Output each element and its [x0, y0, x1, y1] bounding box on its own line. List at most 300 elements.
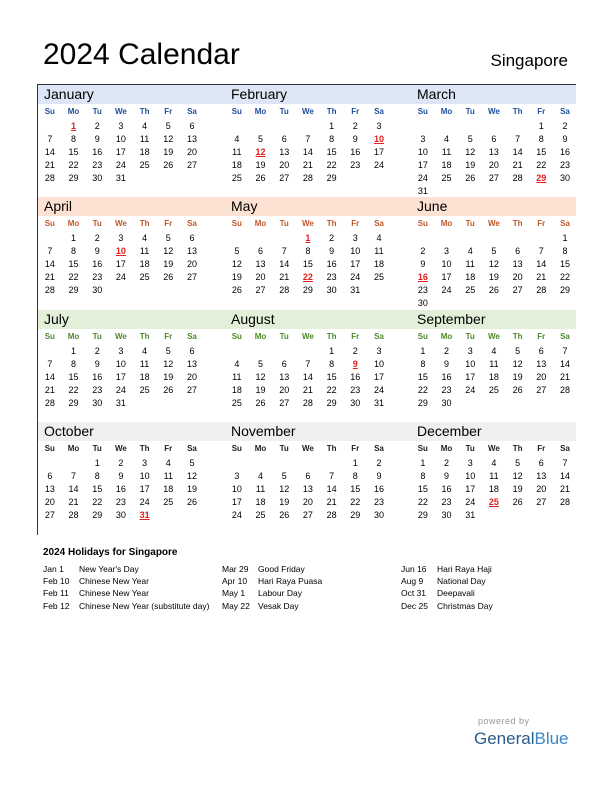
day-cell: 11 [139, 246, 150, 257]
day-cell: 17 [350, 259, 361, 270]
empty-cell [506, 232, 530, 245]
holiday-item [43, 575, 213, 587]
day-grid [38, 232, 217, 297]
day-cell: 15 [68, 372, 79, 383]
month-june [411, 197, 590, 309]
month-february [225, 85, 404, 197]
day-cell: 18 [488, 372, 499, 383]
day-cell: 6 [189, 346, 195, 356]
day-cell: 3 [142, 458, 148, 468]
holiday-day-cell: 1 [71, 121, 77, 131]
day-cell: 23 [92, 160, 103, 171]
day-cell: 14 [512, 147, 523, 158]
day-cell: 30 [373, 510, 384, 521]
holiday-name: Labour Day [258, 588, 302, 599]
day-cell: 9 [352, 134, 358, 145]
empty-cell [482, 232, 506, 245]
day-cell: 28 [326, 510, 337, 521]
day-cell: 26 [255, 173, 266, 184]
day-cell: 1 [94, 458, 100, 468]
month-name: May [231, 198, 258, 214]
day-cell: 4 [142, 346, 148, 356]
day-cell: 26 [488, 285, 499, 296]
day-cell: 11 [232, 147, 242, 158]
day-grid [38, 345, 217, 410]
day-cell: 24 [465, 497, 476, 508]
weekday-label: Mo [254, 444, 267, 453]
day-cell: 30 [350, 398, 361, 409]
empty-cell [296, 120, 320, 133]
day-cell: 4 [376, 233, 382, 243]
holiday-date: Jan 1 [43, 564, 64, 574]
holiday-name: Hari Raya Haji [437, 564, 492, 574]
day-cell: 18 [139, 259, 150, 270]
month-name: February [231, 86, 288, 102]
brand-text-general: General [474, 729, 535, 748]
holiday-column [401, 563, 571, 612]
day-cell: 16 [350, 147, 361, 158]
empty-cell [272, 120, 296, 133]
weekday-label: Mo [67, 332, 80, 341]
holiday-date: May 22 [222, 600, 250, 611]
day-cell: 25 [441, 173, 452, 184]
empty-cell [272, 232, 296, 245]
holiday-item [401, 587, 571, 599]
day-grid [38, 120, 217, 185]
holiday-name: Chinese New Year (substitute day) [79, 600, 210, 611]
day-cell: 25 [139, 272, 150, 283]
day-cell: 8 [94, 471, 100, 482]
day-cell: 21 [68, 497, 79, 508]
day-cell: 19 [488, 272, 499, 283]
day-cell: 14 [302, 372, 313, 383]
weekday-label: Su [44, 332, 55, 341]
day-cell: 8 [538, 134, 544, 145]
weekday-header [225, 217, 404, 231]
day-cell: 28 [559, 497, 570, 508]
weekday-label: Su [231, 107, 242, 116]
day-cell: 19 [255, 160, 266, 171]
weekday-header [38, 442, 217, 456]
day-cell: 19 [163, 259, 174, 270]
day-cell: 1 [329, 346, 335, 356]
day-cell: 27 [302, 510, 313, 521]
day-cell: 17 [417, 160, 428, 171]
day-cell: 30 [326, 285, 337, 296]
country-label: Singapore [490, 51, 568, 70]
month-november [225, 422, 404, 534]
day-grid [225, 345, 404, 410]
weekday-label: Sa [374, 444, 384, 453]
day-cell: 3 [376, 121, 382, 131]
weekday-label: Mo [440, 107, 453, 116]
day-cell: 5 [258, 359, 264, 370]
holiday-day-cell: 1 [305, 233, 311, 243]
day-cell: 23 [373, 497, 384, 508]
empty-cell [38, 232, 62, 245]
day-cell: 9 [376, 471, 382, 482]
day-cell: 28 [302, 173, 313, 184]
weekday-label: Sa [374, 107, 384, 116]
day-cell: 12 [231, 259, 242, 270]
weekday-label: Th [512, 332, 523, 341]
weekday-label: Tu [465, 332, 475, 341]
day-cell: 15 [68, 147, 79, 158]
holiday-item [43, 587, 213, 599]
month-name: October [44, 423, 94, 439]
day-cell: 6 [538, 346, 544, 356]
day-cell: 29 [326, 398, 337, 409]
day-cell: 22 [536, 160, 547, 171]
day-cell: 11 [441, 147, 452, 158]
day-cell: 22 [350, 497, 361, 508]
day-cell: 12 [163, 134, 174, 145]
day-cell: 27 [186, 272, 197, 283]
empty-cell [225, 345, 249, 358]
day-cell: 16 [373, 484, 384, 495]
day-cell: 1 [71, 233, 77, 243]
day-cell: 15 [302, 259, 313, 270]
day-cell: 13 [255, 259, 266, 270]
day-cell: 10 [465, 471, 476, 482]
day-cell: 3 [352, 233, 358, 243]
holiday-day-cell: 10 [373, 134, 384, 145]
day-cell: 31 [350, 285, 361, 296]
empty-cell [38, 345, 62, 358]
day-cell: 14 [559, 359, 570, 370]
day-cell: 10 [373, 359, 384, 370]
day-cell: 28 [302, 398, 313, 409]
day-cell: 13 [536, 471, 547, 482]
day-cell: 24 [417, 173, 428, 184]
weekday-label: Th [512, 219, 523, 228]
day-cell: 21 [536, 272, 547, 283]
holiday-item [401, 600, 571, 612]
day-grid [411, 345, 590, 410]
weekday-label: Fr [164, 444, 173, 453]
empty-cell [38, 457, 62, 470]
day-cell: 6 [258, 246, 264, 257]
day-cell: 12 [163, 246, 174, 257]
day-cell: 15 [350, 484, 361, 495]
day-cell: 19 [465, 160, 476, 171]
day-cell: 13 [186, 359, 197, 370]
day-cell: 5 [467, 134, 473, 145]
day-cell: 8 [329, 134, 335, 145]
weekday-label: Th [139, 332, 150, 341]
day-cell: 16 [441, 484, 452, 495]
day-cell: 7 [305, 134, 311, 145]
day-cell: 23 [350, 385, 361, 396]
day-cell: 12 [163, 359, 174, 370]
holiday-item [222, 587, 392, 599]
weekday-label: Mo [67, 219, 80, 228]
weekday-label: Tu [279, 107, 289, 116]
day-cell: 25 [231, 173, 242, 184]
holiday-name: Vesak Day [258, 600, 299, 611]
day-cell: 22 [68, 160, 79, 171]
weekday-label: Su [44, 444, 55, 453]
brand-text-blue: Blue [534, 729, 569, 748]
weekday-label: Tu [279, 444, 289, 453]
day-cell: 7 [305, 359, 311, 370]
day-cell: 5 [165, 233, 171, 243]
day-cell: 30 [441, 398, 452, 409]
day-cell: 9 [118, 471, 124, 482]
day-cell: 2 [94, 121, 100, 131]
day-cell: 21 [302, 160, 313, 171]
day-cell: 3 [118, 346, 124, 356]
holiday-day-cell: 29 [536, 173, 547, 184]
weekday-label: We [487, 107, 500, 116]
day-cell: 22 [417, 385, 428, 396]
day-cell: 7 [47, 246, 53, 257]
day-grid [38, 457, 217, 522]
day-cell: 2 [444, 458, 450, 468]
day-cell: 20 [512, 272, 523, 283]
day-cell: 20 [302, 497, 313, 508]
day-cell: 6 [538, 458, 544, 468]
weekday-label: Tu [465, 219, 475, 228]
day-cell: 2 [420, 246, 426, 257]
day-cell: 29 [92, 510, 103, 521]
day-cell: 2 [376, 458, 382, 468]
day-cell: 15 [417, 372, 428, 383]
holiday-date: May 1 [222, 588, 246, 599]
day-cell: 24 [465, 385, 476, 396]
day-cell: 10 [231, 484, 242, 495]
weekday-label: We [487, 444, 500, 453]
day-cell: 12 [186, 471, 197, 482]
day-cell: 11 [489, 359, 499, 370]
day-cell: 6 [305, 471, 311, 482]
day-cell: 27 [44, 510, 55, 521]
day-cell: 8 [71, 246, 77, 257]
day-cell: 26 [186, 497, 197, 508]
day-cell: 4 [258, 471, 264, 482]
weekday-label: Tu [92, 444, 102, 453]
weekday-header [225, 105, 404, 119]
empty-cell [225, 120, 249, 133]
day-cell: 20 [44, 497, 55, 508]
day-cell: 18 [465, 272, 476, 283]
day-cell: 9 [420, 259, 426, 270]
day-cell: 23 [559, 160, 570, 171]
day-cell: 15 [559, 259, 570, 270]
day-cell: 29 [302, 285, 313, 296]
powered-by-label: powered by [478, 716, 530, 726]
weekday-label: Fr [164, 219, 173, 228]
weekday-header [225, 330, 404, 344]
day-cell: 28 [44, 285, 55, 296]
weekday-label: Fr [537, 332, 546, 341]
day-cell: 19 [255, 385, 266, 396]
day-cell: 21 [302, 385, 313, 396]
day-cell: 23 [350, 160, 361, 171]
day-cell: 18 [373, 259, 384, 270]
holiday-day-cell: 10 [115, 246, 126, 257]
day-cell: 16 [92, 259, 103, 270]
day-cell: 29 [68, 173, 79, 184]
day-cell: 21 [44, 385, 55, 396]
holiday-name: Chinese New Year [79, 588, 149, 599]
empty-cell [38, 120, 62, 133]
weekday-label: Th [326, 444, 337, 453]
day-cell: 26 [163, 160, 174, 171]
day-cell: 24 [115, 160, 126, 171]
holiday-name: Christmas Day [437, 600, 493, 611]
day-cell: 26 [231, 285, 242, 296]
day-cell: 2 [562, 121, 568, 131]
month-january [38, 85, 217, 197]
day-cell: 27 [186, 160, 197, 171]
day-cell: 15 [417, 484, 428, 495]
day-cell: 6 [281, 359, 287, 370]
day-cell: 7 [538, 246, 544, 257]
day-cell: 19 [512, 372, 523, 383]
day-cell: 10 [417, 147, 428, 158]
holiday-item [222, 575, 392, 587]
day-cell: 21 [279, 272, 290, 283]
day-cell: 4 [467, 246, 473, 257]
day-cell: 5 [165, 346, 171, 356]
day-cell: 20 [186, 147, 197, 158]
day-cell: 10 [441, 259, 452, 270]
day-cell: 2 [352, 121, 358, 131]
day-cell: 20 [186, 259, 197, 270]
day-cell: 2 [94, 233, 100, 243]
weekday-label: Sa [374, 219, 384, 228]
weekday-header [411, 330, 590, 344]
day-cell: 18 [488, 484, 499, 495]
day-cell: 3 [420, 134, 426, 145]
day-cell: 17 [373, 372, 384, 383]
day-cell: 16 [92, 147, 103, 158]
day-cell: 24 [373, 385, 384, 396]
empty-cell [272, 457, 296, 470]
day-cell: 19 [231, 272, 242, 283]
holiday-date: Jun 16 [401, 564, 427, 574]
day-cell: 11 [374, 246, 384, 257]
day-cell: 10 [115, 359, 126, 370]
day-cell: 12 [488, 259, 499, 270]
day-cell: 5 [165, 121, 171, 131]
day-cell: 8 [420, 359, 426, 370]
day-cell: 31 [115, 398, 126, 409]
day-cell: 8 [305, 246, 311, 257]
day-cell: 25 [465, 285, 476, 296]
empty-cell [435, 120, 459, 133]
holiday-date: Mar 29 [222, 564, 249, 574]
holiday-item [401, 563, 571, 575]
holiday-day-cell: 22 [302, 272, 313, 283]
weekday-label: Su [231, 219, 242, 228]
empty-cell [435, 232, 459, 245]
day-cell: 14 [559, 471, 570, 482]
day-cell: 17 [139, 484, 150, 495]
day-cell: 18 [231, 385, 242, 396]
weekday-label: We [114, 444, 127, 453]
day-cell: 11 [255, 484, 266, 495]
day-cell: 28 [279, 285, 290, 296]
day-cell: 7 [562, 458, 568, 468]
day-grid [225, 232, 404, 297]
day-cell: 6 [281, 134, 287, 145]
empty-cell [249, 120, 273, 133]
month-april [38, 197, 217, 309]
day-cell: 14 [68, 484, 79, 495]
day-cell: 17 [465, 484, 476, 495]
day-cell: 31 [373, 398, 384, 409]
day-cell: 15 [92, 484, 103, 495]
weekday-label: We [114, 332, 127, 341]
weekday-header [411, 217, 590, 231]
empty-cell [272, 345, 296, 358]
weekday-label: We [114, 219, 127, 228]
weekday-label: Tu [279, 332, 289, 341]
day-cell: 22 [68, 385, 79, 396]
empty-cell [62, 457, 86, 470]
day-cell: 11 [139, 359, 150, 370]
day-cell: 21 [559, 484, 570, 495]
day-cell: 11 [139, 134, 150, 145]
day-grid [411, 232, 590, 311]
day-cell: 11 [232, 372, 242, 383]
holiday-date: Feb 11 [43, 588, 69, 599]
day-cell: 18 [255, 497, 266, 508]
month-may [225, 197, 404, 309]
month-september [411, 310, 590, 422]
empty-cell [458, 232, 482, 245]
day-cell: 19 [186, 484, 197, 495]
day-cell: 12 [255, 372, 266, 383]
weekday-label: Th [139, 444, 150, 453]
weekday-label: Fr [351, 444, 360, 453]
holiday-day-cell: 9 [352, 359, 358, 370]
weekday-label: Mo [67, 107, 80, 116]
day-cell: 3 [118, 121, 124, 131]
day-cell: 16 [350, 372, 361, 383]
weekday-label: Mo [440, 444, 453, 453]
day-cell: 16 [115, 484, 126, 495]
day-cell: 10 [139, 471, 150, 482]
day-cell: 29 [417, 510, 428, 521]
weekday-label: Fr [351, 332, 360, 341]
holiday-item [222, 563, 392, 575]
day-cell: 30 [559, 173, 570, 184]
day-cell: 10 [115, 134, 126, 145]
day-cell: 3 [444, 246, 450, 257]
day-cell: 17 [115, 372, 126, 383]
day-cell: 7 [47, 359, 53, 370]
day-cell: 23 [115, 497, 126, 508]
day-cell: 28 [44, 173, 55, 184]
day-cell: 22 [92, 497, 103, 508]
day-cell: 11 [163, 471, 173, 482]
empty-cell [320, 457, 344, 470]
day-cell: 16 [441, 372, 452, 383]
weekday-header [38, 330, 217, 344]
empty-cell [249, 232, 273, 245]
day-cell: 20 [488, 160, 499, 171]
empty-cell [296, 457, 320, 470]
day-cell: 1 [71, 346, 77, 356]
day-cell: 26 [465, 173, 476, 184]
holiday-item [43, 563, 213, 575]
holiday-item [43, 600, 213, 612]
weekday-label: Sa [187, 107, 197, 116]
day-cell: 29 [350, 510, 361, 521]
